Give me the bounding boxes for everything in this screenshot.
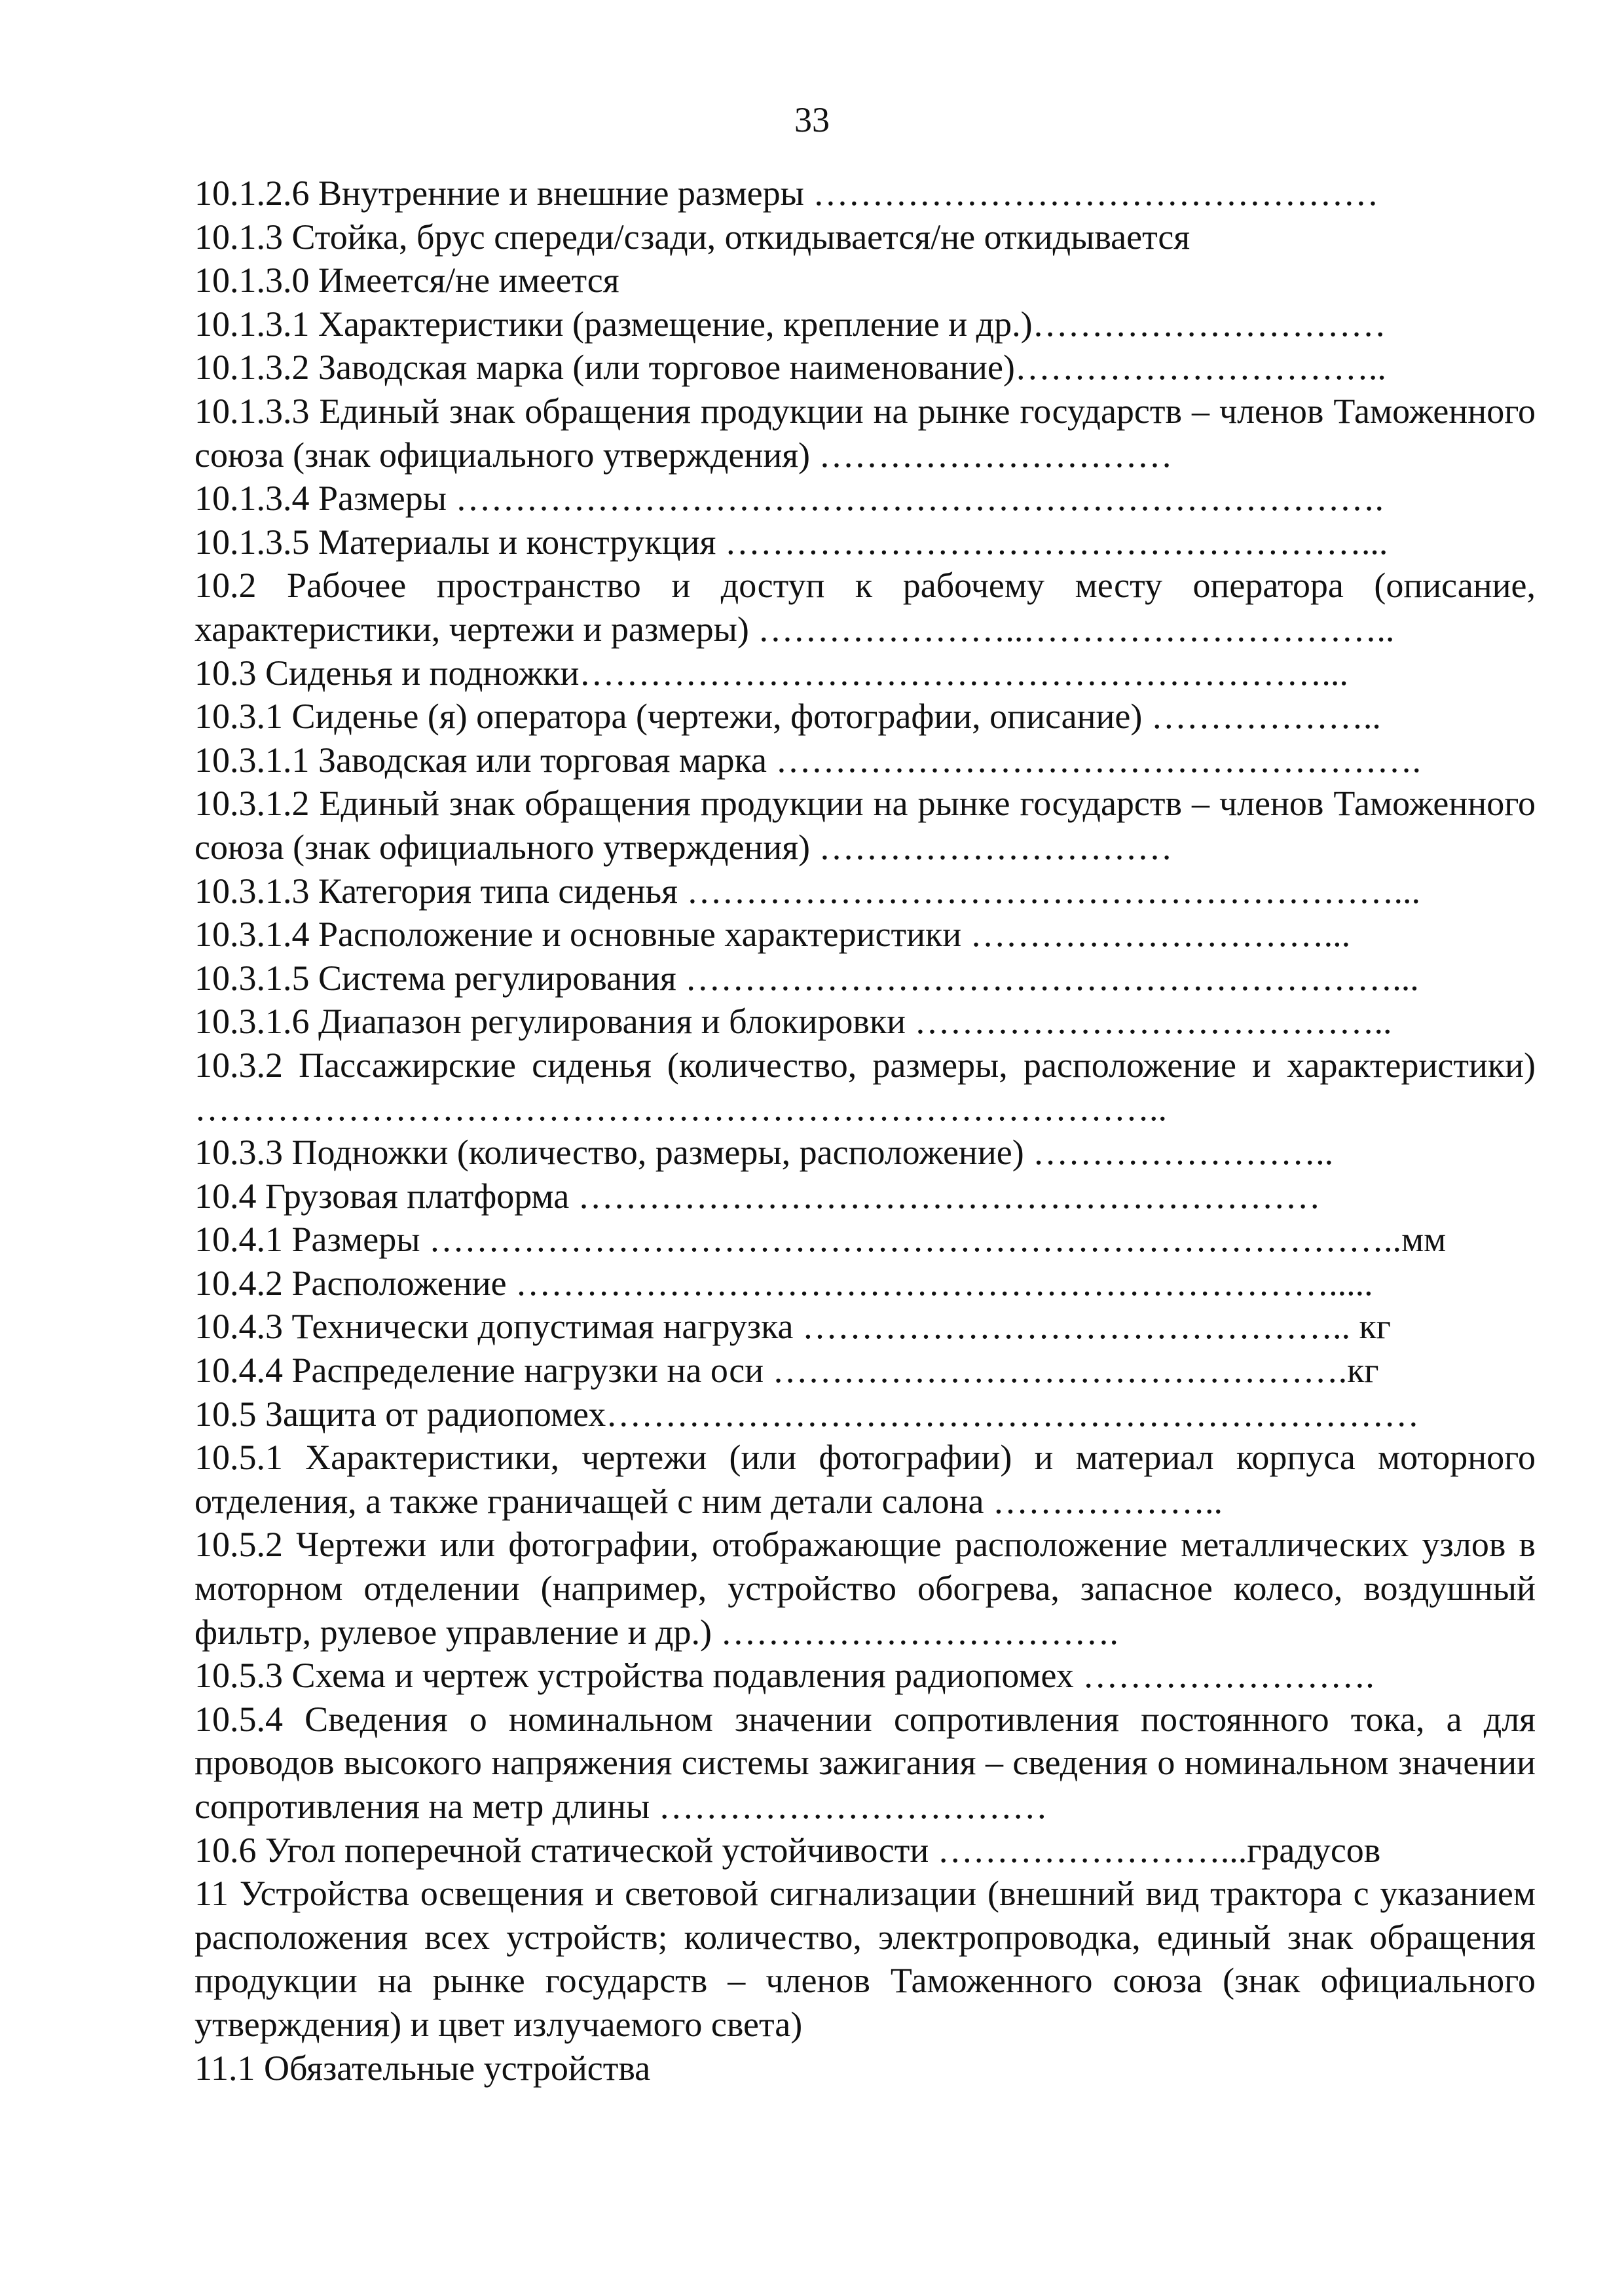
- document-entry: 10.1.3.1 Характеристики (размещение, крепление и др.)…………………………: [194, 304, 1386, 344]
- document-entry: 10.3.1.3 Категория типа сиденья ……………………………………………………...: [194, 871, 1421, 911]
- document-entry: 10.1.2.6 Внутренние и внешние размеры …………………………………………: [194, 173, 1379, 213]
- document-entry: 11 Устройства освещения и световой сигнализации (внешний вид трактора с указанием расположения всех устройств; количество, электропроводка, единый знак обращения продукции на рынке государств – членов Таможенного союза (знак официального утверждения) и цвет излучаемого света): [194, 1874, 1536, 2044]
- document-entry: 10.1.3.4 Размеры …………………………………………………………………….: [194, 479, 1384, 519]
- document-entry: 10.3 Сиденья и подножки………………………………………………………...: [194, 653, 1348, 693]
- document-entry: 10.5.1 Характеристики, чертежи (или фотографии) и материал корпуса моторного отделения, а также граничащей с ним детали салона ………………..: [194, 1438, 1536, 1521]
- document-entry: 10.3.1.1 Заводская или торговая марка ……………………………………………….: [194, 740, 1421, 780]
- document-entry: 10.3.1.6 Диапазон регулирования и блокировки …………………………………..: [194, 1002, 1392, 1042]
- document-entry: 10.4.4 Распределение нагрузки на оси ………………………………………….кг: [194, 1351, 1379, 1391]
- document-entry: 10.3.2 Пассажирские сиденья (количество, размеры, расположение и характеристики) ………………………………………………………………………..: [194, 1045, 1536, 1129]
- document-entry: 10.1.3.2 Заводская марка (или торговое наименование)…………………………..: [194, 348, 1386, 388]
- document-entry: 10.4 Грузовая платформа ………………………………………………………: [194, 1176, 1321, 1216]
- document-entry: 10.3.1.4 Расположение и основные характеристики …………………………...: [194, 915, 1351, 955]
- document-entry: 10.3.3 Подножки (количество, размеры, расположение) ……………………..: [194, 1133, 1334, 1173]
- document-entry: 10.4.2 Расположение …………………………………………………………….....: [194, 1263, 1373, 1303]
- document-entry: 10.2 Рабочее пространство и доступ к рабочему месту оператора (описание, характеристики, чертежи и размеры) …………………..…………………………..: [194, 566, 1536, 649]
- document-entry: 10.5.3 Схема и чертеж устройства подавления радиопомех …………………….: [194, 1656, 1375, 1696]
- document-entry: 10.5 Защита от радиопомех……………………………………………………………: [194, 1394, 1420, 1434]
- document-entry: 10.4.3 Технически допустимая нагрузка ……………………………………….. кг: [194, 1307, 1391, 1347]
- document-entry: 10.6 Угол поперечной статической устойчивости ……………………...градусов: [194, 1830, 1381, 1870]
- document-entry: 10.1.3 Стойка, брус спереди/сзади, откидывается/не откидывается: [194, 217, 1190, 257]
- document-entry: 10.5.4 Сведения о номинальном значении сопротивления постоянного тока, а для проводов высокого напряжения системы зажигания – сведения о номинальном значении сопротивления на метр длины ……………………………: [194, 1699, 1536, 1826]
- document-entry: 10.4.1 Размеры ………………………………………………………………………..мм: [194, 1220, 1447, 1260]
- document-entry: 10.1.3.5 Материалы и конструкция ………………………………………………...: [194, 522, 1388, 562]
- document-entry: 11.1 Обязательные устройства: [194, 2048, 651, 2088]
- document-entry: 10.1.3.3 Единый знак обращения продукции на рынке государств – членов Таможенного союза (знак официального утверждения) …………………………: [194, 391, 1536, 475]
- document-entry: 10.3.1.5 Система регулирования ……………………………………………………...: [194, 958, 1419, 998]
- page-number: 33: [794, 100, 830, 139]
- document-entry: 10.3.1 Сиденье (я) оператора (чертежи, фотографии, описание) ………………..: [194, 697, 1381, 737]
- document-body: [194, 172, 1536, 2090]
- document-entry: 10.5.2 Чертежи или фотографии, отображающие расположение металлических узлов в моторном отделении (например, устройство обогрева, запасное колесо, воздушный фильтр, рулевое управление и др.) …………………………….: [194, 1525, 1536, 1652]
- document-entry: 10.1.3.0 Имеется/не имеется: [194, 261, 619, 301]
- document-entry: 10.3.1.2 Единый знак обращения продукции на рынке государств – членов Таможенного союза (знак официального утверждения) …………………………: [194, 784, 1536, 867]
